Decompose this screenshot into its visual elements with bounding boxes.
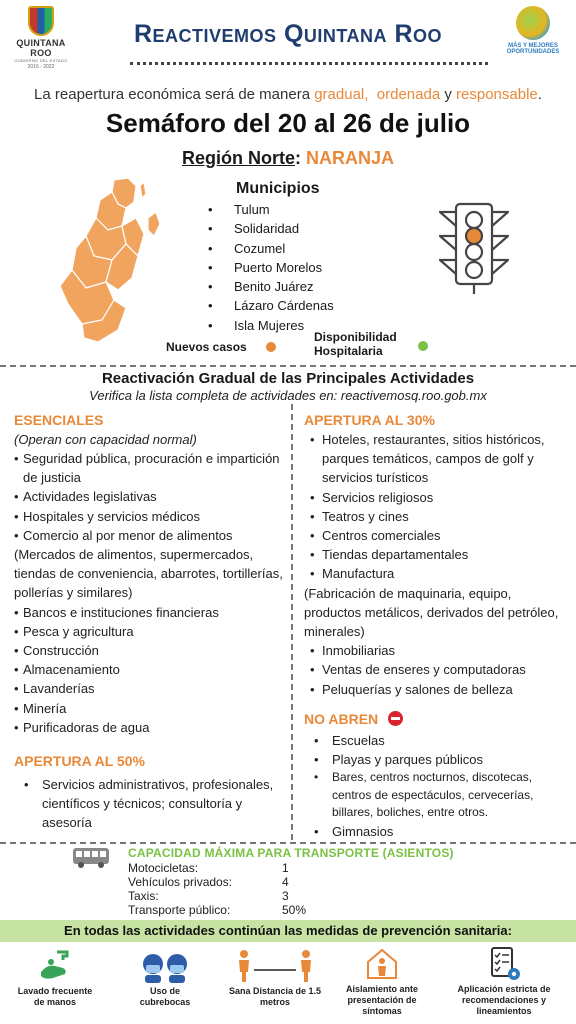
region-value: NARANJA	[306, 148, 395, 168]
list-item-text: Ventas de enseres y computadoras	[322, 662, 526, 678]
list-item-text: Manufactura	[322, 566, 395, 582]
list-item-text: Almacenamiento	[23, 662, 120, 678]
state-shield-icon	[28, 6, 54, 36]
list-item	[304, 769, 568, 822]
home-isolation-icon	[338, 944, 426, 984]
apertura-50-title: APERTURA AL 50%	[14, 753, 145, 770]
list-item-text: Tiendas departamentales	[322, 547, 469, 563]
transporte-value: 1	[282, 861, 289, 875]
facemask-icon	[124, 946, 206, 986]
hospitalaria-label	[314, 330, 397, 358]
section-divider	[0, 365, 576, 367]
bullet-icon: •	[14, 451, 19, 466]
list-item-text: Escuelas	[332, 732, 385, 748]
esenciales-list	[14, 449, 284, 737]
handwash-icon	[14, 946, 96, 986]
intro-word-ordenada: ordenada	[376, 86, 441, 103]
transporte-value: 4	[282, 875, 289, 889]
bullet-icon: •	[14, 604, 19, 620]
left-column	[14, 410, 284, 833]
bullet-icon: •	[310, 566, 315, 582]
apertura-30-list	[304, 430, 568, 699]
intro-word-responsable: responsable	[456, 86, 538, 103]
semaforo-title: Semáforo del 20 al 26 de julio	[105, 108, 471, 138]
municipio-item	[208, 296, 334, 315]
list-item	[304, 641, 568, 660]
prevencion-label: Aislamiento ante presentación de síntomas	[345, 984, 419, 1016]
list-item-text: Servicios administrativos, profesionales, científicos y técnicos; consultoría y asesoría	[42, 777, 274, 831]
prevencion-label: Lavado frecuente de manos	[17, 986, 93, 1007]
hosp-label-line-2: Hospitalaria	[314, 344, 383, 358]
prevencion-item	[338, 944, 426, 1017]
intro-suffix: .	[537, 86, 542, 103]
transporte-value: 3	[282, 889, 289, 903]
prevencion-banner: En todas las actividades continúan las medidas de prevención sanitaria:	[0, 920, 576, 942]
list-item	[304, 731, 568, 750]
column-divider	[291, 404, 293, 840]
bullet-icon: •	[14, 700, 19, 716]
municipio-name: Lázaro Cárdenas	[234, 298, 334, 314]
transporte-row	[128, 889, 306, 903]
municipio-item	[208, 277, 334, 296]
list-item-text: Centros comerciales	[322, 528, 441, 544]
checklist-icon	[446, 944, 562, 984]
transporte-key: Vehículos privados:	[128, 875, 233, 889]
no-abren-label: NO ABREN	[304, 710, 379, 727]
title-divider	[130, 62, 488, 65]
reactivacion-title: Reactivación Gradual de las Principales Actividades	[101, 370, 475, 387]
distance-icon	[228, 946, 322, 986]
list-item	[304, 507, 568, 526]
municipio-name: Cozumel	[234, 240, 286, 256]
list-item	[14, 641, 284, 660]
prevencion-label: Uso de cubrebocas	[139, 986, 191, 1007]
list-item-text: Construcción	[23, 643, 99, 659]
bullet-icon: •	[314, 770, 319, 785]
bullet-icon: •	[310, 662, 315, 678]
bullet-icon: •	[208, 279, 213, 295]
municipio-name: Benito Juárez	[234, 279, 314, 295]
municipio-item	[208, 219, 334, 238]
list-item	[14, 507, 284, 526]
region-sep: :	[295, 148, 306, 168]
bullet-icon: •	[14, 508, 19, 524]
logo-sub: GOBIERNO DEL ESTADO	[14, 58, 68, 63]
prevencion-label: Aplicación estricta de recomendaciones y lineamientos	[457, 984, 551, 1016]
transporte-table	[128, 861, 306, 917]
bullet-icon: •	[310, 643, 315, 659]
list-item	[304, 564, 568, 583]
bullet-icon: •	[314, 732, 319, 748]
list-item-text: Lavanderías	[23, 681, 95, 697]
list-item-text: Comercio al por menor de alimentos	[23, 527, 233, 543]
bullet-icon: •	[208, 259, 213, 275]
bullet-icon: •	[310, 432, 315, 447]
municipio-name: Puerto Morelos	[234, 259, 323, 275]
right-column	[304, 410, 568, 841]
nuevos-casos-status-dot	[266, 342, 276, 352]
prevencion-item	[446, 944, 562, 1017]
hospitalaria-status-dot	[418, 341, 428, 351]
list-item-text: Peluquerías y salones de belleza	[322, 681, 513, 697]
no-abren-list	[304, 731, 568, 841]
transporte-row	[128, 861, 306, 875]
list-item	[14, 487, 284, 506]
region-map-icon	[56, 178, 166, 343]
prevencion-label: Sana Distancia de 1.5 metros	[228, 986, 322, 1007]
list-item	[14, 526, 284, 545]
bullet-icon: •	[14, 489, 19, 505]
bullet-icon: •	[14, 643, 19, 659]
list-item	[14, 603, 284, 622]
list-item-text: (Mercados de alimentos, supermercados, tiendas de conveniencia, abarrotes, tortillerías, pollerías y similares)	[14, 547, 283, 601]
list-item-text: Actividades legislativas	[23, 489, 157, 505]
list-item	[304, 488, 568, 507]
logo-line-2: OPORTUNIDADES	[506, 49, 560, 55]
municipios-list	[208, 200, 334, 335]
region-label: Región Norte	[181, 148, 295, 168]
list-item	[14, 699, 284, 718]
bullet-icon: •	[14, 681, 19, 697]
municipio-name: Tulum	[234, 202, 270, 217]
prevencion-item	[14, 946, 96, 1008]
list-item-text: Minería	[23, 700, 67, 716]
logo-years: 2016 - 2022	[27, 64, 55, 70]
list-item	[304, 526, 568, 545]
transporte-key: Motocicletas:	[128, 861, 199, 875]
bullet-icon: •	[310, 681, 315, 697]
logo-name: QUINTANA ROO	[16, 38, 66, 58]
intro-word-gradual: gradual,	[314, 86, 369, 103]
hosp-label-line-1: Disponibilidad	[314, 330, 397, 344]
esenciales-note: (Operan con capacidad normal)	[14, 432, 197, 447]
transporte-row	[128, 903, 306, 917]
list-item-text: Hospitales y servicios médicos	[23, 508, 201, 524]
apertura-50-list	[14, 775, 284, 833]
list-item-text: Bancos e instituciones financieras	[23, 604, 219, 620]
municipio-item	[208, 200, 334, 219]
transporte-key: Transporte público:	[128, 903, 231, 917]
municipio-item	[208, 258, 334, 277]
municipio-item	[208, 239, 334, 258]
municipios-title: Municipios	[236, 180, 320, 197]
list-item	[304, 430, 568, 488]
region-line	[0, 148, 576, 169]
prevencion-item	[124, 946, 206, 1008]
bullet-icon: •	[314, 823, 319, 839]
bullet-icon: •	[14, 527, 19, 543]
bullet-icon: •	[14, 623, 19, 639]
list-item	[14, 775, 284, 833]
list-item	[304, 545, 568, 564]
bullet-icon: •	[314, 752, 319, 768]
intro-mid: y	[440, 86, 452, 103]
list-item	[304, 660, 568, 679]
transporte-value: 50%	[282, 903, 307, 917]
bullet-icon: •	[24, 777, 29, 793]
traffic-light-icon	[436, 200, 512, 296]
bullet-icon: •	[208, 317, 213, 333]
list-item	[14, 449, 284, 487]
prevencion-item	[228, 946, 322, 1008]
bullet-icon: •	[208, 298, 213, 314]
bullet-icon: •	[208, 221, 213, 237]
bus-icon	[72, 846, 110, 868]
nuevos-casos-label: Nuevos casos	[166, 340, 247, 354]
list-item-text: Gimnasios	[332, 823, 394, 839]
transporte-row	[128, 875, 306, 889]
page-title: Reactivemos Quintana Roo	[133, 20, 443, 48]
header	[0, 0, 576, 78]
list-item	[304, 680, 568, 699]
bullet-icon: •	[310, 489, 315, 505]
list-item-text: Purificadoras de agua	[23, 719, 150, 735]
list-item	[304, 750, 568, 769]
list-item-note	[304, 584, 568, 642]
list-item	[304, 822, 568, 841]
list-item	[14, 718, 284, 737]
no-entry-icon	[388, 711, 403, 726]
municipio-name: Isla Mujeres	[234, 317, 305, 333]
list-item	[14, 679, 284, 698]
no-abren-title	[304, 709, 568, 729]
list-item-note	[14, 545, 284, 603]
transporte-key: Taxis:	[128, 889, 159, 903]
list-item-text: Inmobiliarias	[322, 643, 395, 659]
intro-text	[0, 86, 576, 103]
logo-line-1: MÁS Y MEJORES	[508, 43, 558, 49]
reactivacion-subtitle: Verifica la lista completa de actividades en: reactivemosq.roo.gob.mx	[89, 388, 487, 403]
list-item-text: Seguridad pública, procuración e impartición de justicia	[23, 451, 280, 486]
bullet-icon: •	[208, 202, 213, 217]
municipio-name: Solidaridad	[234, 221, 300, 237]
tree-icon	[516, 6, 550, 40]
apertura-30-title: APERTURA AL 30%	[304, 412, 435, 428]
list-item-text: Pesca y agricultura	[23, 623, 134, 639]
quintana-roo-logo	[6, 6, 76, 72]
bullet-icon: •	[310, 547, 315, 563]
list-item-text: (Fabricación de maquinaria, equipo, productos metálicos, derivados del petróleo, minerales)	[304, 585, 559, 640]
bullet-icon: •	[310, 508, 315, 524]
esenciales-title: ESENCIALES	[14, 412, 104, 428]
intro-prefix: La reapertura económica será de manera	[34, 86, 315, 103]
list-item-text: Teatros y cines	[322, 508, 409, 524]
indicators	[0, 328, 576, 358]
section-divider	[0, 842, 576, 844]
bullet-icon: •	[310, 528, 315, 544]
list-item-text: Bares, centros nocturnos, discotecas, centros de espectáculos, cervecerías, billares, boliches, entre otros.	[332, 770, 534, 820]
list-item-text: Servicios religiosos	[322, 489, 434, 505]
transporte-title: CAPACIDAD MÁXIMA PARA TRANSPORTE (ASIENTOS)	[128, 846, 454, 860]
list-item	[14, 660, 284, 679]
oportunidades-logo	[496, 6, 570, 68]
list-item	[14, 622, 284, 641]
list-item-text: Playas y parques públicos	[332, 752, 484, 768]
bullet-icon: •	[208, 240, 213, 256]
list-item-text: Hoteles, restaurantes, sitios históricos, parques temáticos, campos de golf y servicios turísticos	[322, 432, 545, 486]
bullet-icon: •	[14, 719, 19, 735]
bullet-icon: •	[14, 662, 19, 678]
